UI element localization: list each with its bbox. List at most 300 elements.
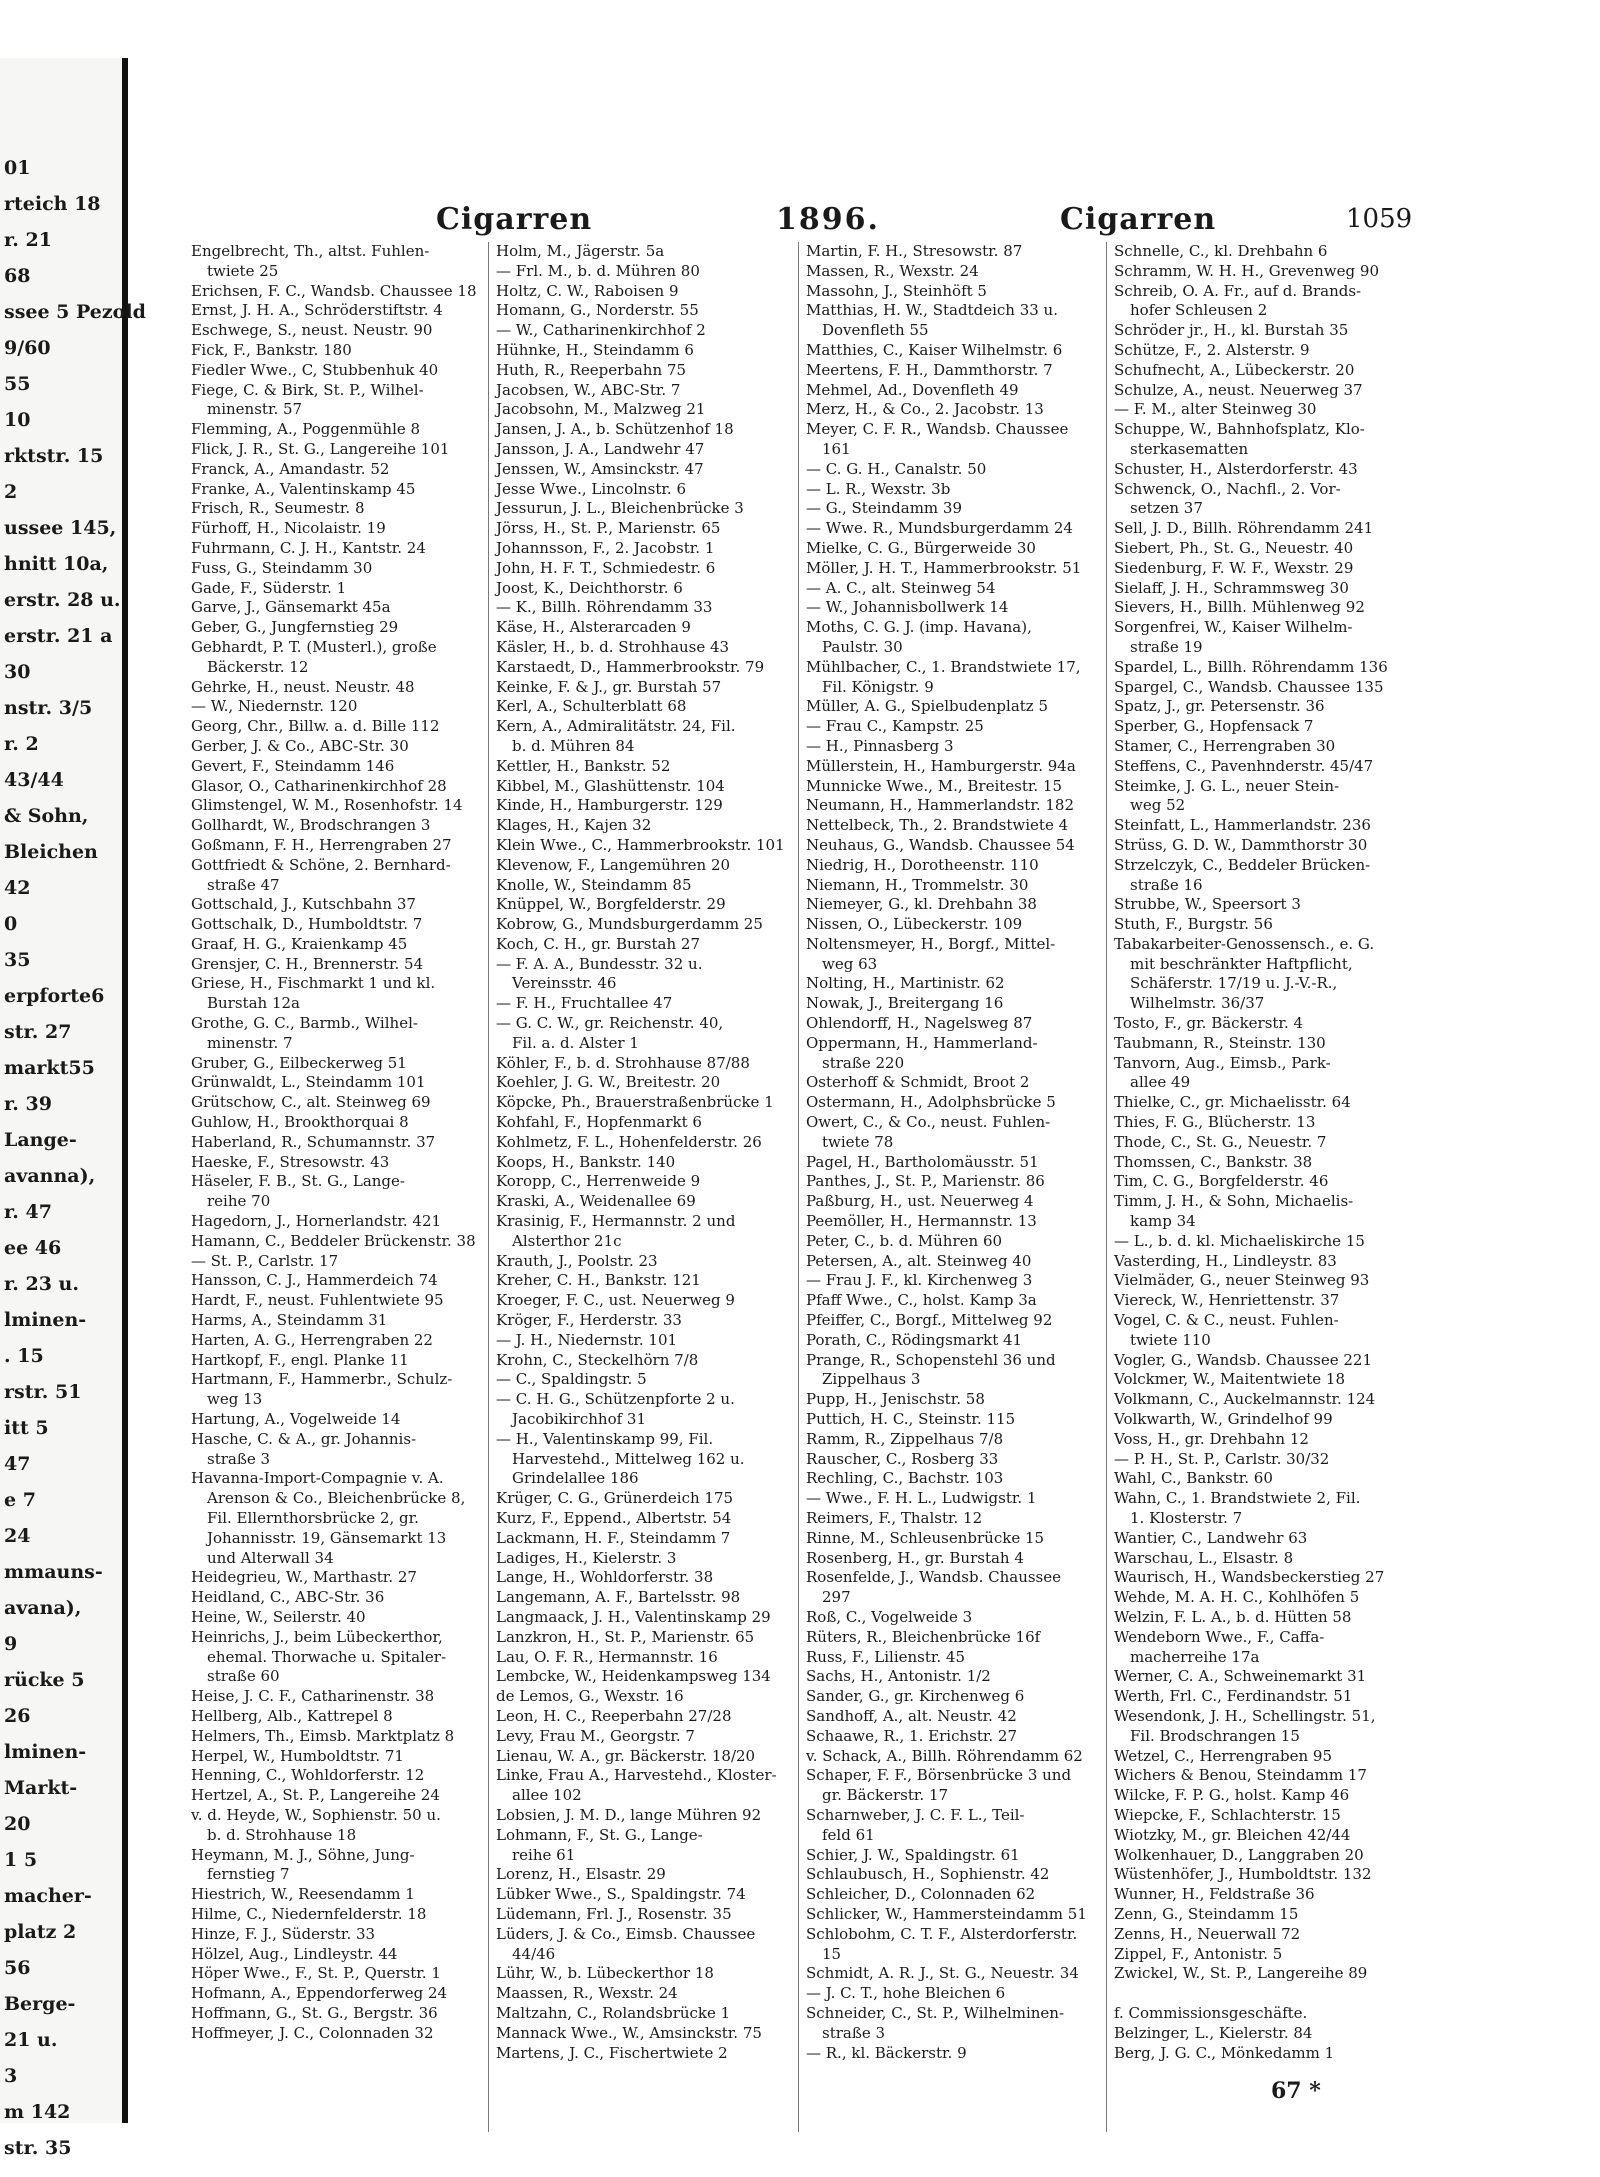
directory-entry-line: Gottschalk, D., Humboldtstr. 7 [191,915,423,934]
directory-entry-line: Heise, J. C. F., Catharinenstr. 38 [191,1687,435,1706]
directory-entry-line: Thies, F. G., Blücherstr. 13 [1114,1113,1316,1132]
spine-fragment: 1 5 [4,1849,38,1871]
directory-entry-line: Kraski, A., Weidenallee 69 [496,1192,696,1211]
directory-entry-line: Wahn, C., 1. Brandstwiete 2, Fil. [1114,1489,1361,1508]
directory-entry-line: Spargel, C., Wandsb. Chaussee 135 [1114,677,1384,696]
directory-entry-line: Niemeyer, G., kl. Drehbahn 38 [806,895,1037,914]
directory-entry-line: Schütze, F., 2. Alsterstr. 9 [1114,340,1310,359]
directory-entry-line: Krauth, J., Poolstr. 23 [496,1251,658,1270]
directory-entry-line: Nettelbeck, Th., 2. Brandstwiete 4 [806,816,1069,835]
directory-entry-line: Schleicher, D., Colonnaden 62 [806,1885,1036,1904]
directory-entry-line: Bäckerstr. 12 [207,657,309,676]
directory-entry-line: Roß, C., Vogelweide 3 [806,1607,973,1626]
directory-entry-line: Strubbe, W., Speersort 3 [1114,895,1301,914]
directory-entry-line: twiete 110 [1130,1330,1211,1349]
directory-entry-line: — W., Johannisbollwerk 14 [806,598,1009,617]
directory-entry-line: und Alterwall 34 [207,1548,334,1567]
directory-entry-line: Owert, C., & Co., neust. Fuhlen- [806,1113,1051,1132]
directory-entry-line: Knüppel, W., Borgfelderstr. 29 [496,895,726,914]
directory-entry-line: Hertzel, A., St. P., Langereihe 24 [191,1786,440,1805]
directory-entry-line: Jacobsohn, M., Malzweg 21 [496,400,706,419]
directory-page [136,140,1413,2104]
directory-entry-line: Schmidt, A. R. J., St. G., Neuestr. 34 [806,1964,1079,1983]
spine-fragment: r. 39 [4,1093,52,1115]
directory-entry-line: Kern, A., Admiralitätstr. 24, Fil. [496,717,736,736]
directory-entry-line: Osterhoff & Schmidt, Broot 2 [806,1073,1030,1092]
column-rule [1106,242,1107,2132]
spine-fragment: 30 [4,661,31,683]
directory-entry-line: Kettler, H., Bankstr. 52 [496,756,671,775]
spine-fragment: Lange- [4,1129,77,1151]
directory-entry-line: Heinrichs, J., beim Lübeckerthor, [191,1627,443,1646]
directory-entry-line: Fiege, C. & Birk, St. P., Wilhel- [191,380,424,399]
directory-entry-line: Tabakarbeiter-Genossensch., e. G. [1114,934,1375,953]
spine-fragment: 3 [4,2065,18,2087]
directory-entry-line: Massen, R., Wexstr. 24 [806,261,979,280]
directory-entry-line: sterkasematten [1130,439,1249,458]
directory-entry-line: Vielmäder, G., neuer Steinweg 93 [1114,1271,1370,1290]
directory-entry-line: Häseler, F. B., St. G., Lange- [191,1172,405,1191]
directory-entry-line: Wantier, C., Landwehr 63 [1114,1528,1308,1547]
directory-entry-line: Gottfriedt & Schöne, 2. Bernhard- [191,855,451,874]
directory-entry-line: Kröger, F., Herderstr. 33 [496,1311,682,1330]
directory-entry-line: Rosenberg, H., gr. Burstah 4 [806,1548,1024,1567]
directory-entry-line: kamp 34 [1130,1212,1196,1231]
directory-entry-line: Grünwaldt, L., Steindamm 101 [191,1073,426,1092]
directory-entry-line: Sell, J. D., Billh. Röhrendamm 241 [1114,519,1374,538]
directory-entry-line: Viereck, W., Henriettenstr. 37 [1114,1291,1340,1310]
directory-entry-line: Franke, A., Valentinskamp 45 [191,479,416,498]
directory-entry-line: Sperber, G., Hopfensack 7 [1114,717,1314,736]
directory-entry-line: Johannisstr. 19, Gänsemarkt 13 [207,1528,447,1547]
directory-entry-line: Fil. Ellernthorsbrücke 2, gr. [207,1509,419,1527]
directory-entry-line: Klein Wwe., C., Hammerbrookstr. 101 [496,835,785,854]
directory-entry-line: Meertens, F. H., Dammthorstr. 7 [806,360,1053,379]
directory-entry-line: Werner, C. A., Schweinemarkt 31 [1114,1667,1367,1686]
directory-entry-line: Schaper, F. F., Börsenbrücke 3 und [806,1766,1072,1785]
directory-entry-line: Burstah 12a [207,994,300,1013]
directory-entry-line: Lanzkron, H., St. P., Marienstr. 65 [496,1627,755,1646]
directory-entry-line: Hiestrich, W., Reesendamm 1 [191,1885,415,1904]
directory-entry-line: Mannack Wwe., W., Amsinckstr. 75 [496,2023,762,2042]
spine-fragment: ssee 5 Pezold [4,301,146,323]
entries-column-3 [806,242,1106,2063]
directory-entry-line: Goßmann, F. H., Herrengraben 27 [191,835,452,854]
directory-entry-line: — Wwe., F. H. L., Ludwigstr. 1 [806,1489,1037,1508]
directory-entry-line: Havanna-Import-Compagnie v. A. [191,1469,444,1488]
directory-entry-line: Steffens, C., Pavenhnderstr. 45/47 [1114,756,1374,775]
directory-entry-line: Koch, C. H., gr. Burstah 27 [496,934,700,953]
directory-entry-line: Pfaff Wwe., C., holst. Kamp 3a [806,1291,1037,1310]
directory-entry-line: Fiedler Wwe., C, Stubbenhuk 40 [191,360,439,379]
directory-entry-line: Gevert, F., Steindamm 146 [191,756,395,775]
directory-entry-line: Langemann, A. F., Bartelsstr. 98 [496,1588,741,1607]
directory-entry-line: minenstr. 57 [207,400,303,419]
directory-entry-line: Garve, J., Gänsemarkt 45a [191,598,391,617]
directory-entry-line: Keinke, F. & J., gr. Burstah 57 [496,677,722,696]
directory-entry-line: Frisch, R., Seumestr. 8 [191,499,365,518]
directory-entry-line: Stamer, C., Herrengraben 30 [1114,736,1336,755]
directory-entry-line: Peter, C., b. d. Mühren 60 [806,1231,1003,1250]
directory-entry-line: de Lemos, G., Wexstr. 16 [496,1687,684,1706]
directory-entry-line: — W., Niedernstr. 120 [191,697,358,716]
directory-entry-line: Hasche, C. & A., gr. Johannis- [191,1429,417,1448]
directory-entry-line: Mielke, C. G., Bürgerweide 30 [806,538,1036,557]
directory-entry-line: Wilcke, F. P. G., holst. Kamp 46 [1114,1786,1350,1805]
directory-entry-line: Krüger, C. G., Grünerdeich 175 [496,1489,734,1508]
directory-entry-line: mit beschränkter Haftpflicht, [1130,954,1353,973]
spine-fragment: nstr. 3/5 [4,697,93,719]
directory-entry-line: Strzelczyk, C., Beddeler Brücken- [1114,855,1371,874]
spine-fragment: 43/44 [4,769,64,791]
directory-entry-line: Neuhaus, G., Wandsb. Chaussee 54 [806,835,1075,854]
directory-entry-line: Hagedorn, J., Hornerlandstr. 421 [191,1212,442,1231]
directory-entry-line: Puttich, H. C., Steinstr. 115 [806,1410,1016,1429]
directory-entry-line: Martens, J. C., Fischertwiete 2 [496,2043,728,2062]
directory-entry-line: — Wwe. R., Mundsburgerdamm 24 [806,519,1073,538]
directory-entry-line: Schäferstr. 17/19 u. J.-V.-R., [1130,974,1338,993]
directory-entry-line: Tosto, F., gr. Bäckerstr. 4 [1114,1014,1304,1033]
directory-entry-line: Kroeger, F. C., ust. Neuerweg 9 [496,1291,735,1310]
directory-entry-line: Heine, W., Seilerstr. 40 [191,1607,366,1626]
directory-entry-line: Lau, O. F. R., Hermannstr. 16 [496,1647,718,1666]
directory-entry-line: f. Commissionsgeschäfte. [1114,2003,1308,2022]
directory-entry-line: reihe 70 [207,1192,271,1211]
directory-entry-line: Thomssen, C., Bankstr. 38 [1114,1152,1313,1171]
spine-fragment: lminen- [4,1741,87,1763]
spine-fragment: Bleichen [4,841,98,863]
column-rule [798,242,799,2132]
directory-entry-line: Matthias, H. W., Stadtdeich 33 u. [806,301,1058,320]
directory-entry-line: Schlobohm, C. T. F., Alsterdorferstr. [806,1924,1078,1943]
directory-entry-line: Belzinger, L., Kielerstr. 84 [1114,2023,1313,2042]
directory-entry-line: Thode, C., St. G., Neuestr. 7 [1114,1132,1327,1151]
directory-entry-line: — C. G. H., Canalstr. 50 [806,459,987,478]
directory-entry-line: Volckmer, W., Maitentwiete 18 [1114,1370,1345,1389]
spine-fragment: 9/60 [4,337,51,359]
directory-entry-line: Matthies, C., Kaiser Wilhelmstr. 6 [806,340,1063,359]
facing-page-fragment [0,58,146,2159]
directory-entry-line: Volkmann, C., Auckelmannstr. 124 [1114,1390,1376,1409]
directory-entry-line: Kohfahl, F., Hopfenmarkt 6 [496,1113,702,1132]
directory-entry-line: Spatz, J., gr. Petersenstr. 36 [1114,697,1325,716]
spine-fragment: e 7 [4,1489,36,1511]
directory-entry-line: Lohmann, F., St. G., Lange- [496,1825,703,1844]
directory-entry-line: Harms, A., Steindamm 31 [191,1311,388,1330]
directory-entry-line: Lüders, J. & Co., Eimsb. Chaussee [496,1924,756,1943]
directory-entry-line: Wichers & Benou, Steindamm 17 [1114,1766,1367,1785]
directory-entry-line: Schreib, O. A. Fr., auf d. Brands- [1114,281,1362,300]
directory-entry-line: allee 49 [1130,1073,1191,1092]
directory-entry-line: Henning, C., Wohldorferstr. 12 [191,1766,425,1785]
directory-entry-line: Wehde, M. A. H. C., Kohlhöfen 5 [1114,1588,1360,1607]
directory-entry-line: Meyer, C. F. R., Wandsb. Chaussee [806,420,1069,439]
spine-fragment: avana), [4,1597,82,1619]
directory-entry-line: Hofmann, A., Eppendorferweg 24 [191,1984,448,2003]
directory-entry-line: Ostermann, H., Adolphsbrücke 5 [806,1093,1056,1112]
directory-entry-line: Pupp, H., Jenischstr. 58 [806,1390,985,1409]
directory-entry-line: Gottschald, J., Kutschbahn 37 [191,895,416,914]
directory-entry-line: Jacobsen, W., ABC-Str. 7 [496,380,681,399]
directory-entry-line: Schaawe, R., 1. Erichstr. 27 [806,1726,1018,1745]
directory-entry-line: ehemal. Thorwache u. Spitaler- [207,1647,447,1666]
directory-entry-line: v. d. Heyde, W., Sophienstr. 50 u. [191,1805,441,1824]
directory-entry-line: v. Schack, A., Billh. Röhrendamm 62 [806,1746,1083,1765]
directory-entry-line: hofer Schleusen 2 [1130,301,1268,320]
directory-entry-line: Kerl, A., Schulterblatt 68 [496,697,687,716]
directory-entry-line: Hühnke, H., Steindamm 6 [496,340,694,359]
directory-entry-line: Höper Wwe., F., St. P., Querstr. 1 [191,1964,441,1983]
spine-fragment: str. 35 [4,2137,72,2159]
directory-entry-line: Vogel, C. & C., neust. Fuhlen- [1114,1311,1339,1330]
directory-entry-line: Ohlendorff, H., Nagelsweg 87 [806,1014,1033,1033]
directory-entry-line: Fuss, G., Steindamm 30 [191,558,373,577]
directory-entry-line: Kibbel, M., Glashüttenstr. 104 [496,776,725,795]
spine-fragment: 2 [4,481,18,503]
directory-entry-line: Klages, H., Kajen 32 [496,816,652,835]
directory-entry-line: 161 [822,439,851,458]
spine-fragment: itt 5 [4,1417,49,1439]
directory-entry-line: Koops, H., Bankstr. 140 [496,1152,676,1171]
directory-entry-line: Lienau, W. A., gr. Bäckerstr. 18/20 [496,1746,756,1765]
spine-fragment: lminen- [4,1309,87,1331]
directory-entry-line: Gerber, J. & Co., ABC-Str. 30 [191,736,409,755]
directory-entry-line: Guhlow, H., Brookthorquai 8 [191,1113,409,1132]
directory-entry-line: Scharnweber, J. C. F. L., Teil- [806,1805,1025,1824]
directory-entry-line: straße 16 [1130,875,1203,894]
directory-entry-line: Prange, R., Schopenstehl 36 und [806,1350,1056,1369]
directory-entry-line: Schlaubusch, H., Sophienstr. 42 [806,1865,1050,1884]
directory-entry-line: Herpel, W., Humboldtstr. 71 [191,1746,404,1765]
directory-entry-line: Steinfatt, L., Hammerlandstr. 236 [1114,816,1371,835]
spine-fragment: erpforte6 [4,985,105,1007]
directory-entry-line: Jansen, J. A., b. Schützenhof 18 [496,420,734,439]
spine-fragment: r. 47 [4,1201,52,1223]
spine-fragment: erstr. 21 a [4,625,113,647]
directory-entry-line: 1. Klosterstr. 7 [1130,1509,1243,1527]
spine-fragment: 01 [4,157,31,179]
directory-entry-line: Voss, H., gr. Drehbahn 12 [1114,1429,1309,1448]
directory-entry-line: Wilhelmstr. 36/37 [1130,994,1265,1013]
directory-entry-line: Linke, Frau A., Harvestehd., Kloster- [496,1766,777,1785]
directory-entry-line: Spardel, L., Billh. Röhrendamm 136 [1114,657,1388,676]
directory-entry-line: Krohn, C., Steckelhörn 7/8 [496,1350,699,1369]
directory-entry-line: Jenssen, W., Amsinckstr. 47 [496,459,704,478]
directory-entry-line: Petersen, A., alt. Steinweg 40 [806,1251,1032,1270]
directory-entry-line: Niedrig, H., Dorotheenstr. 110 [806,855,1039,874]
directory-entry-line: Hardt, F., neust. Fuhlentwiete 95 [191,1291,444,1310]
directory-entry-line: Erichsen, F. C., Wandsb. Chaussee 18 [191,281,477,300]
directory-entry-line: Volkwarth, W., Grindelhof 99 [1114,1410,1333,1429]
directory-entry-line: Griese, H., Fischmarkt 1 und kl. [191,974,436,993]
directory-entry-line: Jansson, J. A., Landwehr 47 [496,439,705,458]
directory-entry-line: Fil. a. d. Alster 1 [512,1033,639,1052]
directory-entry-line: Hartung, A., Vogelweide 14 [191,1410,401,1429]
directory-entry-line: Zenn, G., Steindamm 15 [1114,1904,1299,1923]
directory-entry-line: Haeske, F., Stresowstr. 43 [191,1152,390,1171]
spine-fragment: r. 23 u. [4,1273,79,1295]
spine-fragment: erstr. 28 u. [4,589,121,611]
directory-entry-line: Fick, F., Bankstr. 180 [191,340,352,359]
directory-entry-line: — Frau C., Kampstr. 25 [806,717,984,736]
directory-entry-line: — Frau J. F., kl. Kirchenweg 3 [806,1271,1033,1290]
directory-entry-line: Welzin, F. L. A., b. d. Hütten 58 [1114,1607,1352,1626]
directory-entry-line: Glasor, O., Catharinenkirchhof 28 [191,776,447,795]
directory-entry-line: Leon, H. C., Reeperbahn 27/28 [496,1706,732,1725]
directory-entry-line: Merz, H., & Co., 2. Jacobstr. 13 [806,400,1044,419]
directory-entry-line: minenstr. 7 [207,1033,293,1052]
directory-entry-line: Hartkopf, F., engl. Planke 11 [191,1350,409,1369]
directory-entry-line: Zippel, F., Antonistr. 5 [1114,1944,1283,1963]
directory-entry-line: Graaf, H. G., Kraienkamp 45 [191,934,408,953]
directory-entry-line: — J. C. T., hohe Bleichen 6 [806,1984,1006,2003]
directory-entry-line: Müller, A. G., Spielbudenplatz 5 [806,697,1049,716]
spine-fragment: 26 [4,1705,31,1727]
directory-entry-line: Glimstengel, W. M., Rosenhofstr. 14 [191,796,463,815]
directory-entry-line: — Frl. M., b. d. Mühren 80 [496,261,700,280]
directory-entry-line: feld 61 [822,1825,875,1844]
directory-entry-line: Sandhoff, A., alt. Neustr. 42 [806,1706,1017,1725]
directory-entry-line: — J. H., Niedernstr. 101 [496,1330,678,1349]
directory-entry-line: Karstaedt, D., Hammerbrookstr. 79 [496,657,765,676]
directory-entry-line: Siebert, Ph., St. G., Neuestr. 40 [1114,538,1354,557]
directory-entry-line: Ladiges, H., Kielerstr. 3 [496,1548,677,1567]
directory-entry-line: Hartmann, F., Hammerbr., Schulz- [191,1370,453,1389]
directory-entry-line: Lühr, W., b. Lübeckerthor 18 [496,1964,714,1983]
directory-entry-line: Wüstenhöfer, J., Humboldtstr. 132 [1114,1865,1372,1884]
directory-entry-line: Lübker Wwe., S., Spaldingstr. 74 [496,1885,746,1904]
directory-entry-line: Gehrke, H., neust. Neustr. 48 [191,677,415,696]
directory-entry-line: Krasinig, F., Hermannstr. 2 und [496,1212,736,1231]
directory-entry-line: Flemming, A., Poggenmühle 8 [191,420,421,439]
directory-entry-line: straße 19 [1130,637,1203,656]
directory-entry-line: — W., Catharinenkirchhof 2 [496,321,706,340]
directory-entry-line: Schnelle, C., kl. Drehbahn 6 [1114,242,1328,260]
directory-entry-line: Kreher, C. H., Bankstr. 121 [496,1271,701,1290]
directory-entry-line: — L., b. d. kl. Michaeliskirche 15 [1114,1231,1365,1250]
directory-entry-line: Grütschow, C., alt. Steinweg 69 [191,1093,431,1112]
directory-entry-line: Hinze, F. J., Süderstr. 33 [191,1924,376,1943]
spine-fragment: rktstr. 15 [4,445,104,467]
directory-entry-line: Wahl, C., Bankstr. 60 [1114,1469,1273,1488]
directory-entry-line: Pfeiffer, C., Borgf., Mittelweg 92 [806,1311,1053,1330]
directory-entry-line: Grindelallee 186 [512,1469,639,1488]
directory-entry-line: straße 47 [207,875,280,894]
directory-entry-line: Berg, J. G. C., Mönkedamm 1 [1114,2043,1335,2062]
directory-entry-line: Sievers, H., Billh. Mühlenweg 92 [1114,598,1365,617]
directory-entry-line: straße 60 [207,1667,280,1686]
directory-entry-line: — L. R., Wexstr. 3b [806,479,951,498]
spine-fragment: rstr. 51 [4,1381,82,1403]
directory-entry-line: Ernst, J. H. A., Schröderstiftstr. 4 [191,301,443,320]
entries-column-2 [496,242,796,2063]
directory-entry-line: Klevenow, F., Langemühren 20 [496,855,731,874]
directory-entry-line: Zwickel, W., St. P., Langereihe 89 [1114,1964,1368,1983]
directory-entry-line: Hoffmeyer, J. C., Colonnaden 32 [191,2023,434,2042]
directory-entry-line: — F. M., alter Steinweg 30 [1114,400,1317,419]
directory-entry-line: Holm, M., Jägerstr. 5a [496,242,665,260]
directory-entry-line: Holtz, C. W., Raboisen 9 [496,281,679,300]
directory-entry-line: Thielke, C., gr. Michaelisstr. 64 [1114,1093,1351,1112]
spine-fragment: r. 2 [4,733,39,755]
directory-entry-line: — H., Pinnasberg 3 [806,736,954,755]
directory-entry-line: Paßburg, H., ust. Neuerweg 4 [806,1192,1034,1211]
spine-fragment: 9 [4,1633,18,1655]
spine-fragment: markt55 [4,1057,95,1079]
directory-entry-line: Lobsien, J. M. D., lange Mühren 92 [496,1805,762,1824]
directory-entry-line: Hölzel, Aug., Lindleystr. 44 [191,1944,398,1963]
directory-entry-line: Wolkenhauer, D., Langgraben 20 [1114,1845,1364,1864]
directory-entry-line: Hilme, C., Niedernfelderstr. 18 [191,1904,427,1923]
directory-entry-line: Georg, Chr., Billw. a. d. Bille 112 [191,717,440,736]
directory-entry-line: Hansson, C. J., Hammerdeich 74 [191,1271,438,1290]
directory-entry-line: weg 52 [1130,796,1186,815]
directory-entry-line: Martin, F. H., Stresowstr. 87 [806,242,1023,260]
directory-entry-line: Maltzahn, C., Rolandsbrücke 1 [496,2003,731,2022]
directory-entry-line: Wesendonk, J. H., Schellingstr. 51, [1114,1706,1376,1725]
directory-entry-line: Paulstr. 30 [822,637,903,656]
printer-signature: 67 * [1271,2078,1321,2104]
header-right-title: Cigarren [1060,202,1217,237]
running-header [136,202,1413,240]
directory-entry-line: Koehler, J. G. W., Breitestr. 20 [496,1073,721,1092]
directory-entry-line: Käse, H., Alsterarcaden 9 [496,618,691,637]
spine-fragment: 35 [4,949,31,971]
spine-fragment: platz 2 [4,1921,77,1943]
directory-entry-line: Wunner, H., Feldstraße 36 [1114,1885,1315,1904]
directory-entry-line: Siedenburg, F. W. F., Wexstr. 29 [1114,558,1354,577]
spine-fragment: rteich 18 [4,193,101,215]
directory-entry-line: b. d. Mühren 84 [512,736,635,755]
directory-entry-line: Köhler, F., b. d. Strohhause 87/88 [496,1053,750,1072]
directory-entry-line: Tim, C. G., Borgfelderstr. 46 [1114,1172,1329,1191]
directory-entry-line: Joost, K., Deichthorstr. 6 [496,578,683,597]
directory-entry-line: Schulze, A., neust. Neuerweg 37 [1114,380,1363,399]
directory-entry-line: weg 63 [822,954,878,973]
directory-entry-line: Gruber, G., Eilbeckerweg 51 [191,1053,407,1072]
directory-entry-line: Fil. Brodschrangen 15 [1130,1726,1300,1745]
directory-entry-line: Porath, C., Rödingsmarkt 41 [806,1330,1023,1349]
page-number: 1059 [1346,204,1413,234]
directory-entry-line: Jörss, H., St. P., Marienstr. 65 [496,519,721,538]
directory-entry-line: Warschau, L., Elsastr. 8 [1114,1548,1294,1567]
directory-entry-line: Heymann, M. J., Söhne, Jung- [191,1845,415,1864]
directory-entry-line: Schuster, H., Alsterdorferstr. 43 [1114,459,1358,478]
directory-entry-line: Heidegrieu, W., Marthastr. 27 [191,1568,417,1587]
directory-entry-line: Jessurun, J. L., Bleichenbrücke 3 [496,499,744,518]
directory-entry-line: Stuth, F., Burgstr. 56 [1114,915,1273,934]
directory-entry-line: Lorenz, H., Elsastr. 29 [496,1865,666,1884]
directory-entry-line: Rauscher, C., Rosberg 33 [806,1449,999,1468]
spine-fragment: . 15 [4,1345,44,1367]
directory-entry-line: Käsler, H., b. d. Strohhause 43 [496,637,730,656]
directory-entry-line: Heidland, C., ABC-Str. 36 [191,1588,385,1607]
directory-entry-line: Lembcke, W., Heidenkampsweg 134 [496,1667,771,1686]
directory-entry-line: Schramm, W. H. H., Grevenweg 90 [1114,261,1379,280]
directory-entry-line: allee 102 [512,1786,582,1805]
directory-entry-line: Engelbrecht, Th., altst. Fuhlen- [191,242,430,260]
directory-entry-line: — C. H. G., Schützenpforte 2 u. [496,1390,735,1409]
spine-fragment: ee 46 [4,1237,62,1259]
directory-entry-line: Kinde, H., Hamburgerstr. 129 [496,796,723,815]
directory-entry-line: Panthes, J., St. P., Marienstr. 86 [806,1172,1045,1191]
directory-entry-line: Wendeborn Wwe., F., Caffa- [1114,1627,1325,1646]
spine-fragment: 20 [4,1813,31,1835]
spine-fragment: ussee 145, [4,517,117,539]
spine-fragment: rücke 5 [4,1669,85,1691]
spine-fragment: 42 [4,877,31,899]
directory-entry-line: Alsterthor 21c [512,1231,622,1250]
